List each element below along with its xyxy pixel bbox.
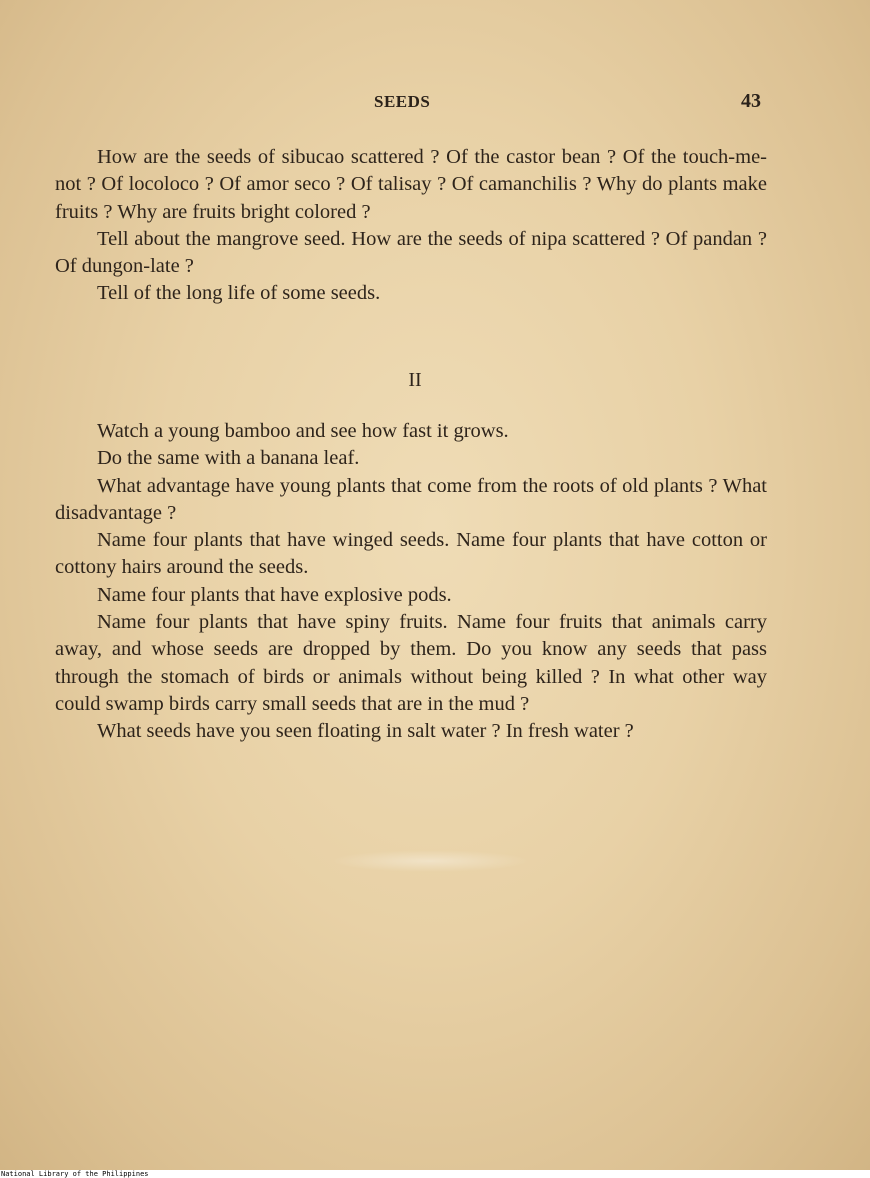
paragraph: Tell of the long life of some seeds. (97, 282, 381, 305)
footer-bar (0, 1170, 870, 1178)
running-head-title: SEEDS (374, 92, 431, 111)
section-two-text (55, 418, 767, 746)
page-number: 43 (741, 90, 761, 112)
paragraph: Name four plants that have winged seeds. Name four plants that have cotton or cottony hairs around the seeds. (55, 529, 767, 579)
paragraph: Do the same with a banana leaf. (97, 447, 360, 470)
paragraph: Watch a young bamboo and see how fast it grows. (97, 420, 509, 442)
paragraph: How are the seeds of sibucao scattered ? Of the castor bean ? Of the touch-me-not ? Of locoloco ? Of amor seco ? Of talisay ? Of camanchilis ? Why do plants make fruits ? Why are fruits bright colored ? (55, 146, 767, 223)
paragraph: What advantage have young plants that come from the roots of old plants ? What disadvantage ? (55, 474, 767, 524)
section-heading: II (408, 369, 422, 391)
paragraph: Name four plants that have explosive pods. (97, 583, 452, 606)
paragraph: What seeds have you seen floating in salt water ? In fresh water ? (97, 720, 634, 743)
running-head (0, 92, 870, 114)
section-one-text (55, 144, 767, 308)
paragraph: Tell about the mangrove seed. How are the seeds of nipa scattered ? Of pandan ? Of dungon-late ? (55, 227, 767, 278)
library-credit: National Library of the Philippines (1, 1170, 149, 1178)
paragraph: Name four plants that have spiny fruits. Name four fruits that animals carry away, and whose seeds are dropped by them. Do you know any seeds that pass through the stomach of birds or animals without being killed ? In what other way could swamp birds carry small seeds that are in the mud ? (55, 611, 767, 715)
